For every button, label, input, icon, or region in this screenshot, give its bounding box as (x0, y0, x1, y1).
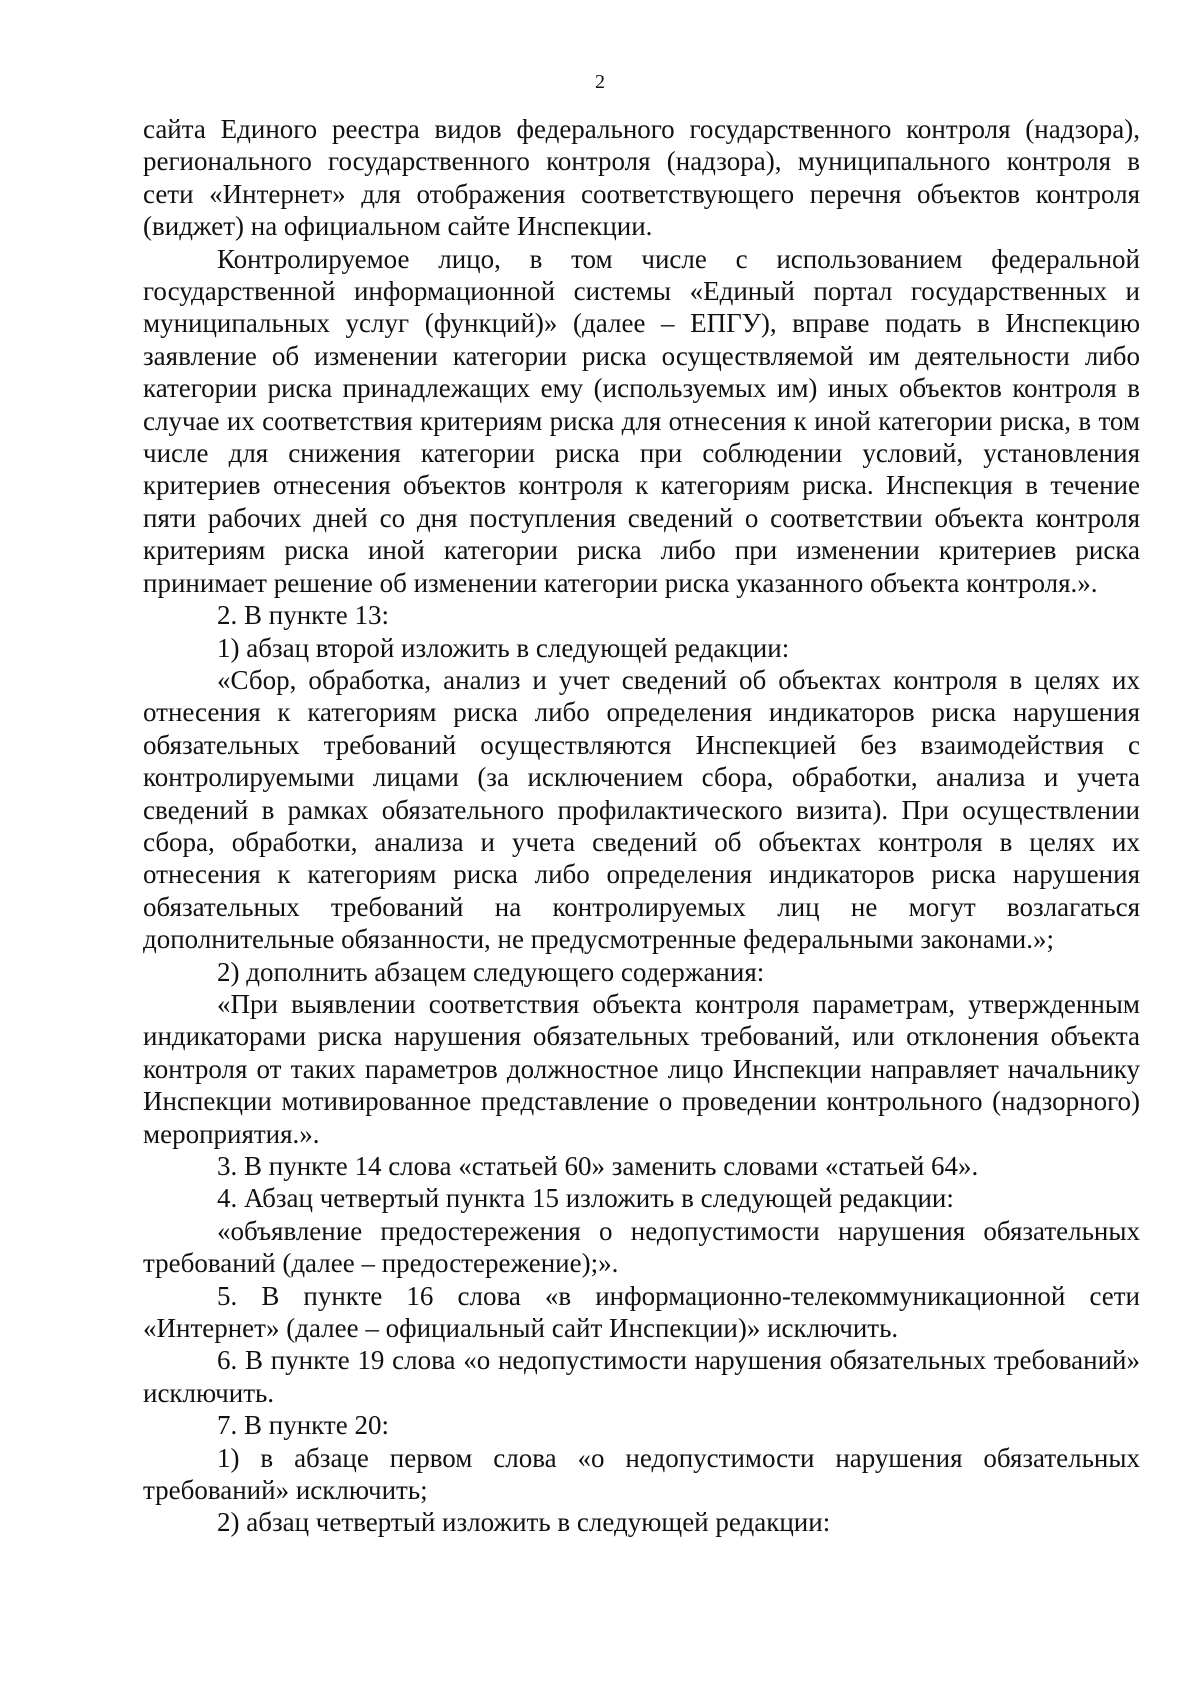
paragraph-item-6: 6. В пункте 19 слова «о недопустимости нарушения обязательных требований» исключить. (143, 1345, 1140, 1408)
paragraph-item-2-heading: 2. В пункте 13: (217, 600, 389, 631)
page-number: 2 (595, 71, 605, 93)
paragraph-item-4-text: «объявление предостережения о недопустимости нарушения обязательных требований (далее – предостережение);». (143, 1215, 1140, 1279)
paragraph-item-4: 4. Абзац четвертый пункта 15 изложить в следующей редакции: (217, 1183, 954, 1214)
paragraph-item-2-1-text: «Сбор, обработка, анализ и учет сведений об объектах контроля в целях их отнесения к категориям риска либо определения индикаторов риска нарушения обязательных требований осуществляются Инспекцией без взаимодействия с контролируемыми лицами (за исключением сбора, обработки, анализа и учета сведений в рамках обязательного профилактического визита). При осуществлении сбора, обработки, анализа и учета сведений об объектах контроля в целях их отнесения к категориям риска либо определения индикаторов риска нарушения обязательных требований на контролируемых лиц не могут возлагаться дополнительные обязанности, не предусмотренные федеральными законами.»; (143, 664, 1140, 955)
paragraph-item-2-2: 2) дополнить абзацем следующего содержания: (217, 956, 765, 987)
paragraph-item-7-heading: 7. В пункте 20: (217, 1410, 389, 1441)
paragraph-item-2-2-text: «При выявлении соответствия объекта контроля параметрам, утвержденным индикаторами риска нарушения обязательных требований, или отклонения объекта контроля от таких параметров должностное лицо Инспекции направляет начальнику Инспекции мотивированное представление о проведении контрольного (надзорного) мероприятия.». (143, 988, 1140, 1149)
paragraph-item-3: 3. В пункте 14 слова «статьей 60» заменить словами «статьей 64». (217, 1151, 979, 1181)
document-body (143, 113, 1140, 1539)
paragraph-item-2-1: 1) абзац второй изложить в следующей редакции: (217, 632, 790, 663)
paragraph-item-7-2: 2) абзац четвертый изложить в следующей редакции: (217, 1507, 831, 1538)
paragraph-item-5: 5. В пункте 16 слова «в информационно-телекоммуникационной сети «Интернет» (далее – официальный сайт Инспекции)» исключить. (143, 1280, 1140, 1344)
paragraph-risk-category-change: Контролируемое лицо, в том числе с использованием федеральной государственной информационной системы «Единый портал государственных и муниципальных услуг (функций)» (далее – ЕПГУ), вправе подать в Инспекцию заявление об изменении категории риска осуществляемой им деятельности либо категории риска принадлежащих ему (используемых им) иных объектов контроля в случае их соответствия критериям риска для отнесения к иной категории риска, в том числе для снижения категории риска при соблюдении условий, установления критериев отнесения объектов контроля к категориям риска. Инспекция в течение пяти рабочих дней со дня поступления сведений о соответствии объекта контроля критериям риска иной категории риска либо при изменении критериев риска принимает решение об изменении категории риска указанного объекта контроля.». (143, 243, 1140, 598)
paragraph-item-7-1: 1) в абзаце первом слова «о недопустимости нарушения обязательных требований» исключить; (143, 1442, 1140, 1506)
paragraph-continuation: сайта Единого реестра видов федерального государственного контроля (надзора), регионального государственного контроля (надзора), муниципального контроля в сети «Интернет» для отображения соответствующего перечня объектов контроля (виджет) на официальном сайте Инспекции. (143, 114, 1140, 242)
